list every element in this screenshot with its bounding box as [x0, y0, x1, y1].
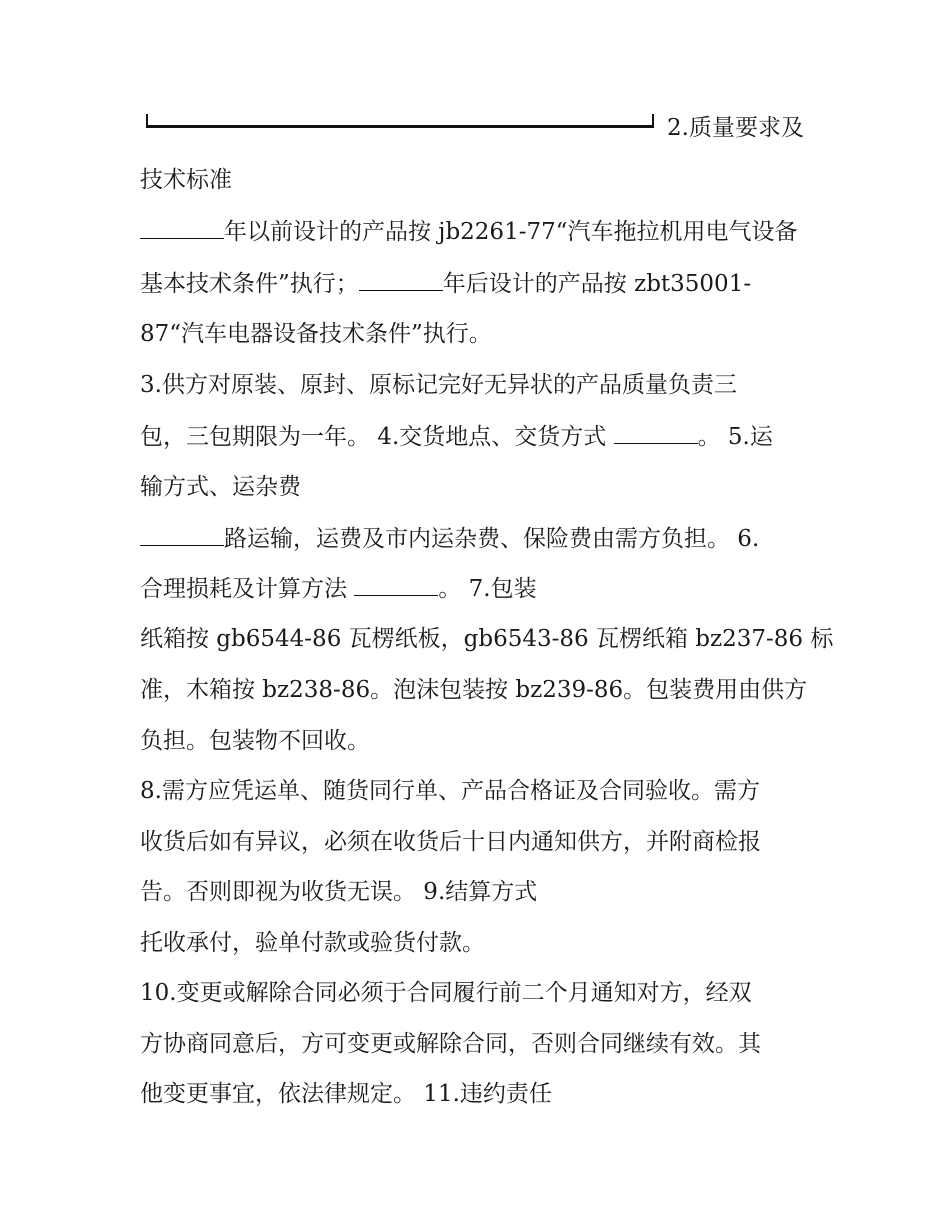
text-span: 。 5.运 — [697, 424, 773, 450]
text-line: 托收承付，验单付款或验货付款。 — [140, 930, 485, 956]
blank-field[interactable] — [354, 573, 438, 596]
text-line — [140, 573, 537, 604]
text-line: 纸箱按 gb6544-86 瓦楞纸板，gb6543-86 瓦楞纸箱 bz237-86 标 — [140, 626, 834, 652]
text-line: 他变更事宜，依法律规定。 11.违约责任 — [140, 1081, 552, 1107]
blank-field[interactable] — [140, 216, 224, 239]
text-line: 8.需方应凭运单、随货同行单、产品合格证及合同验收。需方 — [140, 778, 760, 804]
blank-field[interactable] — [359, 268, 443, 291]
text-line: 准，木箱按 bz238-86。泡沫包装按 bz239-86。包装费用由供方 — [140, 677, 808, 703]
section-2-heading: 2.质量要求及 — [667, 115, 804, 141]
text-span: 年以前设计的产品按 jb2261-77“汽车拖拉机用电气设备 — [224, 219, 798, 245]
blank-field[interactable] — [140, 523, 224, 546]
text-span: 包，三包期限为一年。 4.交货地点、交货方式 — [140, 424, 607, 450]
text-span: 合理损耗及计算方法 — [140, 576, 347, 602]
text-span: 基本技术条件”执行； — [140, 271, 359, 297]
text-line: 87“汽车电器设备技术条件”执行。 — [140, 321, 492, 347]
text-line — [140, 268, 751, 299]
text-line: 10.变更或解除合同必须于合同履行前二个月通知对方，经双 — [140, 980, 752, 1006]
text-line: 3.供方对原装、原封、原标记完好无异状的产品质量负责三 — [140, 372, 737, 398]
text-line: 技术标准 — [140, 167, 232, 193]
text-span: 。 7.包装 — [438, 576, 537, 602]
text-span: 路运输，运费及市内运杂费、保险费由需方负担。 6. — [224, 526, 760, 552]
text-line: 收货后如有异议，必须在收货后十日内通知供方，并附商检报 — [140, 829, 761, 855]
text-line: 告。否则即视为收货无误。 9.结算方式 — [140, 879, 538, 905]
text-line — [140, 421, 773, 452]
text-line: 输方式、运杂费 — [140, 474, 301, 500]
text-line — [140, 216, 798, 247]
text-line: 方协商同意后，方可变更或解除合同，否则合同继续有效。其 — [140, 1031, 761, 1057]
text-line — [140, 523, 759, 554]
form-bracket-line — [146, 114, 654, 128]
text-line: 负担。包装物不回收。 — [140, 728, 370, 754]
blank-field[interactable] — [614, 421, 698, 444]
text-span: 年后设计的产品按 zbt35001- — [442, 271, 752, 297]
